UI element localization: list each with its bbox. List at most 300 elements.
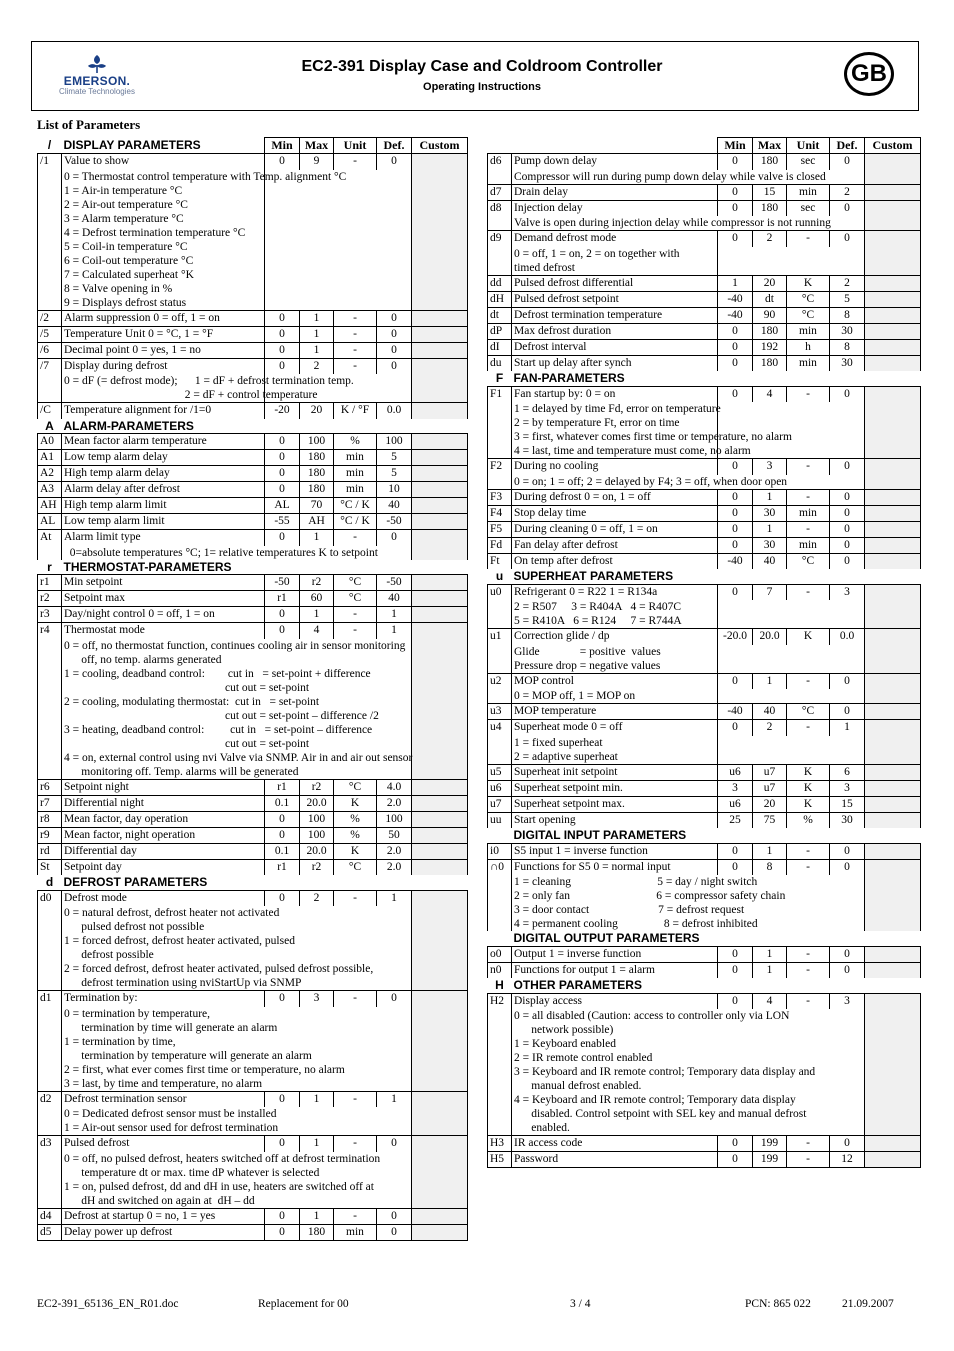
section-header [488, 931, 921, 946]
parameter-row [38, 342, 468, 358]
parameter-min: u6 [718, 764, 753, 780]
section-code: F [495, 371, 504, 385]
parameter-code-spacer [38, 1152, 62, 1166]
parameter-code-spacer [38, 1035, 62, 1049]
parameter-custom-cell [865, 459, 921, 475]
parameter-unit: min [787, 355, 830, 371]
parameter-custom-cell [412, 737, 468, 751]
parameter-note: timed defrost [512, 261, 718, 276]
parameter-max: 70 [300, 498, 334, 514]
parameter-custom-cell [412, 948, 468, 962]
parameter-description: Min setpoint [62, 575, 265, 591]
parameter-note-row [488, 1051, 921, 1065]
parameter-code-spacer [38, 226, 62, 240]
parameter-max: 20.0 [300, 843, 334, 859]
parameter-description: Alarm limit type [62, 530, 265, 546]
parameter-note: 5 = Coil-in temperature °C [62, 240, 265, 254]
parameter-note-spacer [718, 750, 865, 765]
parameter-code: At [38, 530, 62, 546]
parameter-code-spacer [38, 709, 62, 723]
section-header [38, 560, 468, 575]
parameter-code: H5 [488, 1152, 512, 1168]
parameter-code-spacer [38, 184, 62, 198]
parameter-row [38, 326, 468, 342]
parameter-default: 0 [377, 342, 412, 358]
section-header [38, 419, 468, 434]
parameter-row [38, 498, 468, 514]
parameter-description: Alarm suppression 0 = off, 1 = on [62, 310, 265, 326]
parameter-custom-cell [865, 1107, 921, 1121]
parameter-code: AH [38, 498, 62, 514]
parameter-note: 0 = dF (= defrost mode); 1 = dF + defrost termination temp. [62, 374, 265, 388]
parameter-note: termination by temperature will generate an alarm [62, 1049, 412, 1063]
parameter-note-spacer [718, 659, 865, 674]
parameter-max: 180 [753, 355, 787, 371]
parameter-row [488, 720, 921, 736]
parameter-note-row [38, 1035, 468, 1049]
column-default: Def. [377, 138, 412, 154]
parameter-unit: - [787, 386, 830, 402]
parameter-code: u7 [488, 796, 512, 812]
parameter-unit: °C / K [334, 498, 377, 514]
parameter-code: i0 [488, 843, 512, 859]
parameter-code: u6 [488, 780, 512, 796]
parameter-description: Display during defrost [62, 358, 265, 374]
parameter-note: 1 = cleaning 5 = day / night switch [512, 875, 865, 889]
parameter-note-row [38, 920, 468, 934]
parameter-custom-cell [412, 342, 468, 358]
parameter-custom-cell [412, 920, 468, 934]
parameter-row [38, 310, 468, 326]
parameter-default: 15 [830, 796, 865, 812]
parameter-default: 5 [377, 466, 412, 482]
parameter-code-spacer [38, 296, 62, 311]
parameter-row [488, 275, 921, 291]
parameter-description: Refrigerant 0 = R22 1 = R134a [512, 584, 718, 600]
parameter-description: Demand defrost mode [512, 231, 718, 247]
parameter-note-row [488, 1121, 921, 1136]
parameter-note: Glide = positive values [512, 645, 718, 659]
parameter-row [488, 323, 921, 339]
parameter-min: 0 [718, 720, 753, 736]
parameter-unit: % [334, 434, 377, 450]
parameter-row [38, 827, 468, 843]
parameter-max: 199 [753, 1152, 787, 1168]
parameter-row [488, 946, 921, 962]
parameter-max: r2 [300, 779, 334, 795]
parameter-custom-cell [412, 434, 468, 450]
parameter-code-spacer [488, 689, 512, 704]
parameter-note: 0 = Thermostat control temperature with Temp. alignment °C [62, 170, 265, 184]
parameter-description: During cleaning 0 = off, 1 = on [512, 521, 718, 537]
parameter-min: 0 [265, 342, 300, 358]
parameter-unit: °C [334, 575, 377, 591]
parameter-code-spacer [488, 614, 512, 629]
parameter-custom-cell [865, 416, 921, 430]
parameter-default: 4.0 [377, 779, 412, 795]
parameter-unit: sec [787, 200, 830, 216]
section-header [38, 138, 468, 154]
footer-pcn: PCN: 865 022 [745, 1298, 811, 1310]
parameter-row [488, 553, 921, 569]
parameter-description: Pump down delay [512, 154, 718, 170]
parameter-row [38, 795, 468, 811]
parameter-code: r9 [38, 827, 62, 843]
parameter-code: d5 [38, 1224, 62, 1240]
parameter-custom-cell [865, 275, 921, 291]
parameter-code-spacer [488, 645, 512, 659]
parameter-note: 0 = all disabled (Caution: access to controller only via LON [512, 1009, 865, 1023]
parameter-code-spacer [488, 444, 512, 459]
parameter-description: Mean factor, night operation [62, 827, 265, 843]
parameter-note-row [38, 1021, 468, 1035]
parameter-unit: °C [787, 553, 830, 569]
parameter-description: Mean factor alarm temperature [62, 434, 265, 450]
section-spacer [265, 875, 468, 890]
parameter-custom-cell [865, 1023, 921, 1037]
parameter-note-spacer [718, 600, 865, 614]
section-title: OTHER PARAMETERS [513, 978, 642, 992]
parameter-custom-cell [412, 498, 468, 514]
column-min: Min [718, 138, 753, 154]
parameter-custom-cell [412, 1063, 468, 1077]
parameter-code-spacer [38, 1007, 62, 1021]
parameter-unit: - [787, 993, 830, 1009]
parameter-note-row [488, 889, 921, 903]
parameter-code-spacer [38, 695, 62, 709]
parameter-note-row [38, 1007, 468, 1021]
section-spacer [718, 371, 921, 386]
parameter-default: 5 [377, 450, 412, 466]
parameter-note-row [488, 1023, 921, 1037]
parameter-max: 1 [753, 521, 787, 537]
parameter-description: MOP control [512, 673, 718, 689]
parameter-custom-cell [412, 1208, 468, 1224]
parameter-min: 0 [265, 466, 300, 482]
parameter-default: -50 [377, 514, 412, 530]
parameter-custom-cell [865, 1065, 921, 1079]
parameter-custom-cell [412, 827, 468, 843]
parameter-default: 50 [377, 827, 412, 843]
parameter-min: 0 [718, 1136, 753, 1152]
parameter-min: 0 [718, 537, 753, 553]
parameter-note-row [488, 875, 921, 889]
parameter-row [38, 811, 468, 827]
parameter-default: 3 [830, 780, 865, 796]
parameter-default: 0 [830, 704, 865, 720]
parameter-max: 100 [300, 811, 334, 827]
section-spacer [718, 569, 921, 584]
parameter-row [488, 796, 921, 812]
parameter-unit: °C [334, 779, 377, 795]
parameter-unit: - [334, 326, 377, 342]
section-spacer [265, 419, 468, 434]
parameter-description: S5 input 1 = inverse function [512, 843, 718, 859]
parameter-max: 100 [300, 434, 334, 450]
parameter-custom-cell [865, 629, 921, 645]
parameter-custom-cell [412, 765, 468, 780]
parameter-row [488, 704, 921, 720]
parameter-note-row [38, 751, 468, 765]
parameter-custom-cell [865, 1079, 921, 1093]
parameter-unit: - [334, 1091, 377, 1107]
parameter-code: r3 [38, 607, 62, 623]
parameter-custom-cell [865, 1152, 921, 1168]
parameter-code: d8 [488, 200, 512, 216]
parameter-unit: - [334, 530, 377, 546]
parameter-min: 0 [265, 450, 300, 466]
parameter-note-row [38, 737, 468, 751]
parameter-note-row [38, 653, 468, 667]
parameter-code: d6 [488, 154, 512, 170]
parameter-row [38, 514, 468, 530]
parameter-default: 5 [830, 291, 865, 307]
parameter-note-spacer [718, 261, 865, 276]
parameter-code: d0 [38, 890, 62, 906]
parameter-code-spacer [488, 1037, 512, 1051]
parameter-note: 2 = IR remote control enabled [512, 1051, 865, 1065]
parameter-custom-cell [412, 282, 468, 296]
parameter-note: defrost termination using nviStartUp via SNMP [62, 976, 412, 991]
parameter-min: -40 [718, 291, 753, 307]
parameter-note-row [38, 1166, 468, 1180]
parameter-unit: min [334, 466, 377, 482]
parameter-description: Drain delay [512, 184, 718, 200]
parameter-code-spacer [488, 1107, 512, 1121]
section-code [488, 828, 512, 843]
parameter-default: 2.0 [377, 795, 412, 811]
parameter-custom-cell [865, 645, 921, 659]
parameter-row [38, 358, 468, 374]
parameter-note: cut out = set-point – difference /2 [62, 709, 412, 723]
parameter-custom-cell [412, 991, 468, 1007]
parameter-custom-cell [412, 1136, 468, 1152]
parameter-custom-cell [865, 600, 921, 614]
parameter-note-row [488, 416, 921, 430]
parameter-min: u6 [718, 796, 753, 812]
parameter-description: During defrost 0 = on, 1 = off [512, 489, 718, 505]
parameter-min: 0 [265, 326, 300, 342]
parameter-note-row [488, 247, 921, 261]
parameter-custom-cell [412, 1007, 468, 1021]
parameter-custom-cell [865, 475, 921, 490]
parameter-min: AL [265, 498, 300, 514]
parameter-custom-cell [412, 296, 468, 311]
parameter-unit: - [787, 459, 830, 475]
parameter-row [38, 466, 468, 482]
parameter-max: 1 [300, 530, 334, 546]
parameter-custom-cell [865, 216, 921, 231]
column-max: Max [753, 138, 787, 154]
parameter-description: Low temp alarm limit [62, 514, 265, 530]
parameter-custom-cell [412, 268, 468, 282]
parameter-code-spacer [488, 416, 512, 430]
footer-date: 21.09.2007 [842, 1298, 894, 1310]
parameter-note-row [38, 254, 468, 268]
parameter-default: 0 [377, 991, 412, 1007]
parameter-unit: - [787, 673, 830, 689]
parameter-code-spacer [38, 374, 62, 388]
parameter-code-spacer [38, 751, 62, 765]
parameter-custom-cell [865, 962, 921, 978]
parameter-note: 8 = Valve opening in % [62, 282, 265, 296]
parameter-unit: °C [334, 591, 377, 607]
parameter-description: Setpoint night [62, 779, 265, 795]
column-header-row [488, 138, 921, 154]
parameter-custom-cell [412, 1049, 468, 1063]
parameter-max: 7 [753, 584, 787, 600]
parameter-custom-cell [412, 198, 468, 212]
parameter-code: H2 [488, 993, 512, 1009]
section-title: SUPERHEAT PARAMETERS [513, 569, 674, 583]
parameter-row [488, 993, 921, 1009]
parameter-max: 3 [300, 991, 334, 1007]
parameter-code: A3 [38, 482, 62, 498]
parameter-max: 199 [753, 1136, 787, 1152]
parameter-row [38, 991, 468, 1007]
parameter-code: u2 [488, 673, 512, 689]
parameter-code-spacer [488, 1093, 512, 1107]
parameter-default: 30 [830, 812, 865, 828]
parameter-default: 0 [830, 962, 865, 978]
parameter-code: r6 [38, 779, 62, 795]
parameter-note: 0 = on; 1 = off; 2 = delayed by F4; 3 = off, when door open [512, 475, 865, 490]
parameter-max: 2 [753, 720, 787, 736]
parameter-code: F3 [488, 489, 512, 505]
parameter-note-row [488, 1079, 921, 1093]
parameter-unit: - [334, 358, 377, 374]
parameter-custom-cell [412, 1166, 468, 1180]
parameter-custom-cell [412, 723, 468, 737]
parameter-custom-cell [412, 859, 468, 875]
parameter-code-spacer [38, 240, 62, 254]
parameter-note-row [488, 659, 921, 674]
parameter-note: 4 = permanent cooling 8 = defrost inhibited [512, 917, 865, 931]
parameter-custom-cell [865, 764, 921, 780]
parameter-custom-cell [865, 553, 921, 569]
parameter-unit: min [334, 482, 377, 498]
parameter-row [38, 623, 468, 639]
parameter-custom-cell [865, 261, 921, 276]
parameter-max: 180 [300, 1224, 334, 1240]
parameter-default: 0 [377, 530, 412, 546]
parameter-unit: °C [334, 859, 377, 875]
parameter-note-spacer [718, 689, 865, 704]
parameter-description: During no cooling [512, 459, 718, 475]
section-header [488, 371, 921, 386]
parameter-unit: min [787, 323, 830, 339]
parameter-min: 0 [718, 859, 753, 875]
parameter-code: u0 [488, 584, 512, 600]
parameter-unit: min [787, 537, 830, 553]
parameter-note: 5 = R410A 6 = R124 7 = R744A [512, 614, 718, 629]
parameter-custom-cell [865, 1093, 921, 1107]
parameter-max: 1 [300, 342, 334, 358]
parameter-note: 2 = by temperature Ft, error on time [512, 416, 718, 430]
parameter-row [38, 575, 468, 591]
parameter-description: Low temp alarm delay [62, 450, 265, 466]
parameter-custom-cell [865, 1009, 921, 1023]
parameter-unit: min [334, 1224, 377, 1240]
parameter-custom-cell [412, 170, 468, 184]
parameter-code-spacer [488, 475, 512, 490]
parameter-code: St [38, 859, 62, 875]
parameter-unit: - [334, 1208, 377, 1224]
column-unit: Unit [334, 138, 377, 154]
parameter-max: 15 [753, 184, 787, 200]
parameter-custom-cell [412, 466, 468, 482]
parameter-row [38, 482, 468, 498]
document-header [31, 41, 919, 111]
parameter-custom-cell [865, 659, 921, 674]
parameter-default: 0 [830, 553, 865, 569]
parameter-description: Defrost interval [512, 339, 718, 355]
parameter-default: 0 [830, 200, 865, 216]
parameter-note-row [38, 212, 468, 226]
parameter-custom-cell [865, 993, 921, 1009]
section-code: u [495, 569, 504, 583]
parameter-max: 20.0 [753, 629, 787, 645]
parameter-code-spacer [38, 1166, 62, 1180]
parameter-note: 1 = termination by time, [62, 1035, 412, 1049]
parameter-note-row [38, 1194, 468, 1209]
parameter-custom-cell [865, 521, 921, 537]
parameter-custom-cell [412, 779, 468, 795]
parameter-code: d3 [38, 1136, 62, 1152]
parameter-default: 12 [830, 1152, 865, 1168]
parameter-custom-cell [412, 310, 468, 326]
parameter-row [488, 339, 921, 355]
parameter-max: AH [300, 514, 334, 530]
parameter-code: AL [38, 514, 62, 530]
parameter-note-row [38, 962, 468, 976]
column-unit: Unit [787, 138, 830, 154]
parameter-min: 0 [718, 489, 753, 505]
emerson-logo-mark-icon [86, 54, 108, 74]
parameter-custom-cell [865, 750, 921, 765]
parameter-code-spacer [38, 653, 62, 667]
parameter-row [488, 1136, 921, 1152]
parameter-note-row [488, 600, 921, 614]
parameter-custom-cell [412, 843, 468, 859]
list-title: List of Parameters [37, 117, 141, 132]
parameter-custom-cell [412, 1152, 468, 1166]
parameter-row [488, 962, 921, 978]
parameter-default: 1 [377, 1091, 412, 1107]
parameter-min: -55 [265, 514, 300, 530]
parameter-description: Password [512, 1152, 718, 1168]
parameter-custom-cell [412, 358, 468, 374]
parameter-description: Setpoint day [62, 859, 265, 875]
parameter-unit: % [334, 811, 377, 827]
parameter-code: ∩0 [488, 859, 512, 875]
parameter-note: 3 = first, whatever comes first time or temperature, no alarm [512, 430, 718, 444]
parameter-unit: °C [787, 291, 830, 307]
parameter-note: 1 = cooling, deadband control: cut in = set-point + difference [62, 667, 412, 681]
section-spacer [718, 931, 921, 946]
parameter-custom-cell [865, 505, 921, 521]
parameter-note-row [38, 1180, 468, 1194]
parameter-custom-cell [865, 1121, 921, 1136]
parameter-min: 0 [718, 962, 753, 978]
parameter-code: Ft [488, 553, 512, 569]
section-spacer [718, 828, 921, 843]
parameter-row [488, 521, 921, 537]
parameter-max: 1 [753, 843, 787, 859]
parameter-code: dI [488, 339, 512, 355]
parameter-row [38, 1136, 468, 1152]
parameter-default: 0 [830, 386, 865, 402]
